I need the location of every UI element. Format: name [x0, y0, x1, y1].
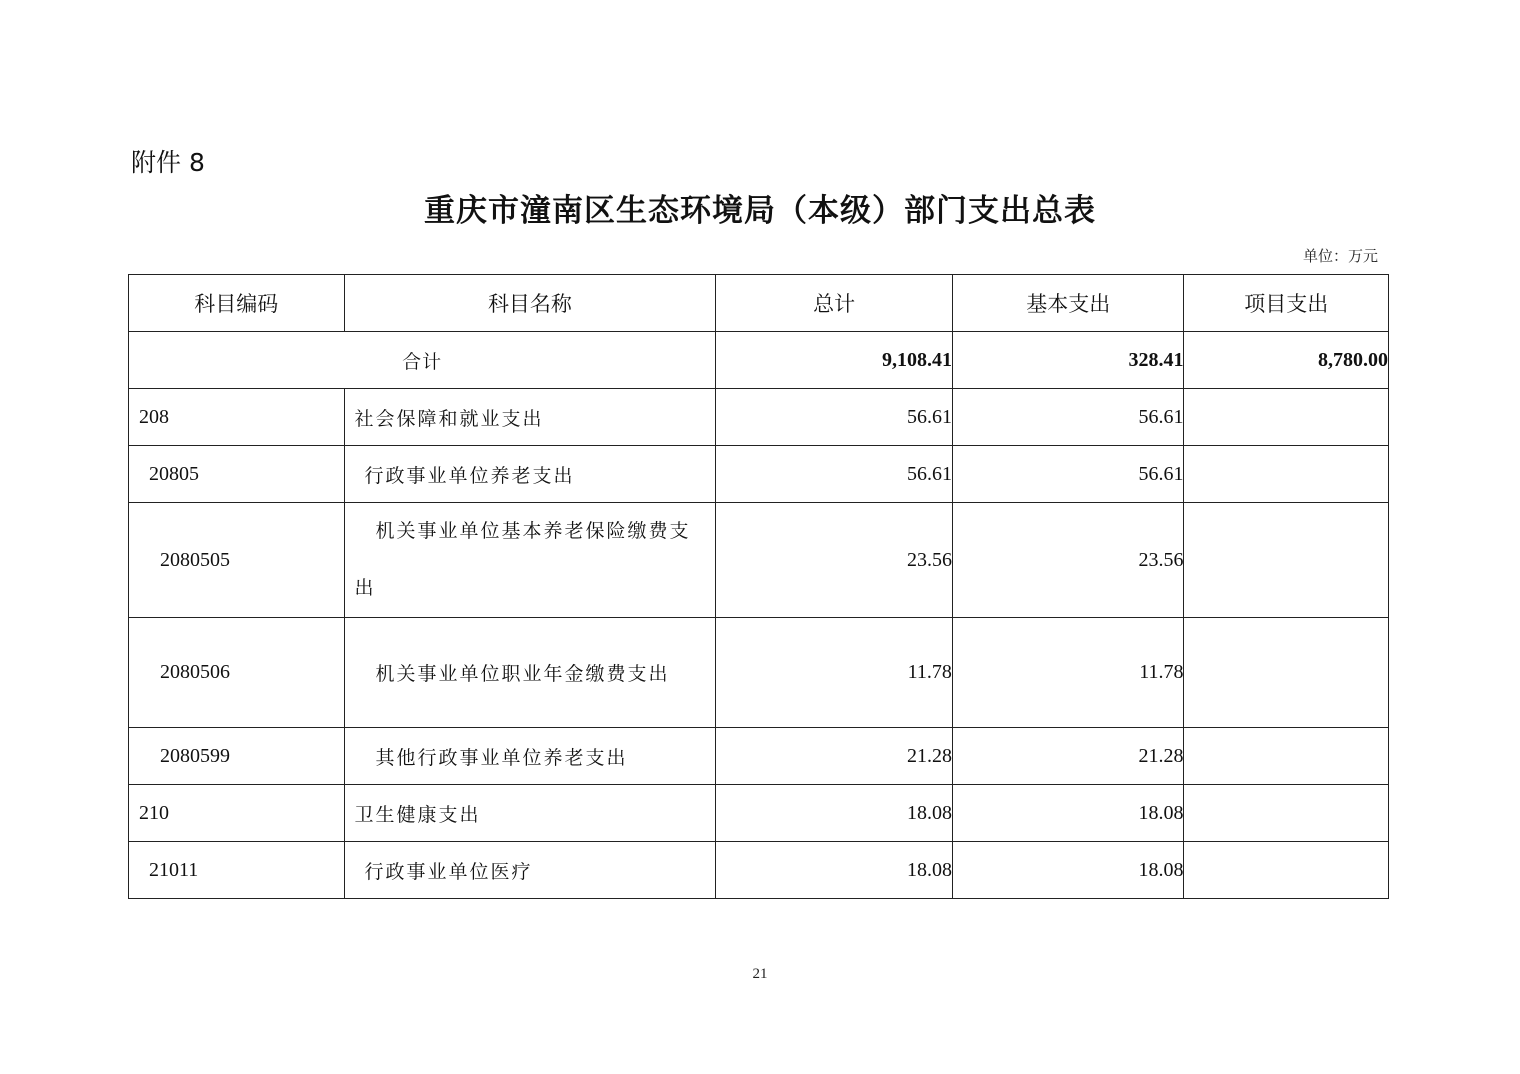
row-project — [1184, 618, 1389, 728]
table-row — [129, 842, 1389, 899]
row-total: 21.28 — [716, 728, 953, 785]
row-code: 210 — [129, 785, 345, 842]
row-project — [1184, 728, 1389, 785]
row-basic: 18.08 — [952, 785, 1184, 842]
row-total: 18.08 — [716, 785, 953, 842]
table-row — [129, 446, 1389, 503]
page-number: 21 — [752, 966, 768, 982]
header-basic: 基本支出 — [952, 275, 1184, 332]
row-name: 行政事业单位养老支出 — [344, 446, 716, 503]
summary-basic: 328.41 — [952, 332, 1184, 389]
row-total: 18.08 — [716, 842, 953, 899]
row-total: 56.61 — [716, 389, 953, 446]
row-total: 23.56 — [716, 503, 953, 618]
table-row — [129, 618, 1389, 728]
row-name: 机关事业单位职业年金缴费支出 — [344, 618, 716, 728]
summary-project: 8,780.00 — [1184, 332, 1389, 389]
summary-total: 9,108.41 — [716, 332, 953, 389]
row-name: 其他行政事业单位养老支出 — [344, 728, 716, 785]
row-code: 2080506 — [129, 618, 345, 728]
row-code: 208 — [129, 389, 345, 446]
row-code: 20805 — [129, 446, 345, 503]
row-basic: 11.78 — [952, 618, 1184, 728]
row-basic: 21.28 — [952, 728, 1184, 785]
row-code: 2080599 — [129, 728, 345, 785]
table-row — [129, 785, 1389, 842]
row-name: 机关事业单位基本养老保险缴费支出 — [344, 503, 716, 618]
row-name: 行政事业单位医疗 — [344, 842, 716, 899]
row-project — [1184, 785, 1389, 842]
row-basic: 56.61 — [952, 389, 1184, 446]
page-title: 重庆市潼南区生态环境局（本级）部门支出总表 — [424, 193, 1096, 229]
row-project — [1184, 842, 1389, 899]
row-basic: 56.61 — [952, 446, 1184, 503]
row-project — [1184, 503, 1389, 618]
table-row — [129, 389, 1389, 446]
row-basic: 18.08 — [952, 842, 1184, 899]
table-row — [129, 728, 1389, 785]
row-basic: 23.56 — [952, 503, 1184, 618]
header-total: 总计 — [716, 275, 953, 332]
table-row — [129, 503, 1389, 618]
expenditure-table — [128, 274, 1389, 899]
header-project: 项目支出 — [1184, 275, 1389, 332]
attachment-label: 附件 8 — [131, 148, 205, 177]
summary-row — [129, 332, 1389, 389]
unit-label: 单位：万元 — [1302, 247, 1378, 265]
header-name: 科目名称 — [344, 275, 716, 332]
row-project — [1184, 446, 1389, 503]
row-code: 2080505 — [129, 503, 345, 618]
row-total: 11.78 — [716, 618, 953, 728]
header-code: 科目编码 — [129, 275, 345, 332]
row-total: 56.61 — [716, 446, 953, 503]
table-header-row — [129, 275, 1389, 332]
row-code: 21011 — [129, 842, 345, 899]
summary-label: 合计 — [129, 332, 716, 389]
row-project — [1184, 389, 1389, 446]
row-name: 卫生健康支出 — [344, 785, 716, 842]
row-name: 社会保障和就业支出 — [344, 389, 716, 446]
